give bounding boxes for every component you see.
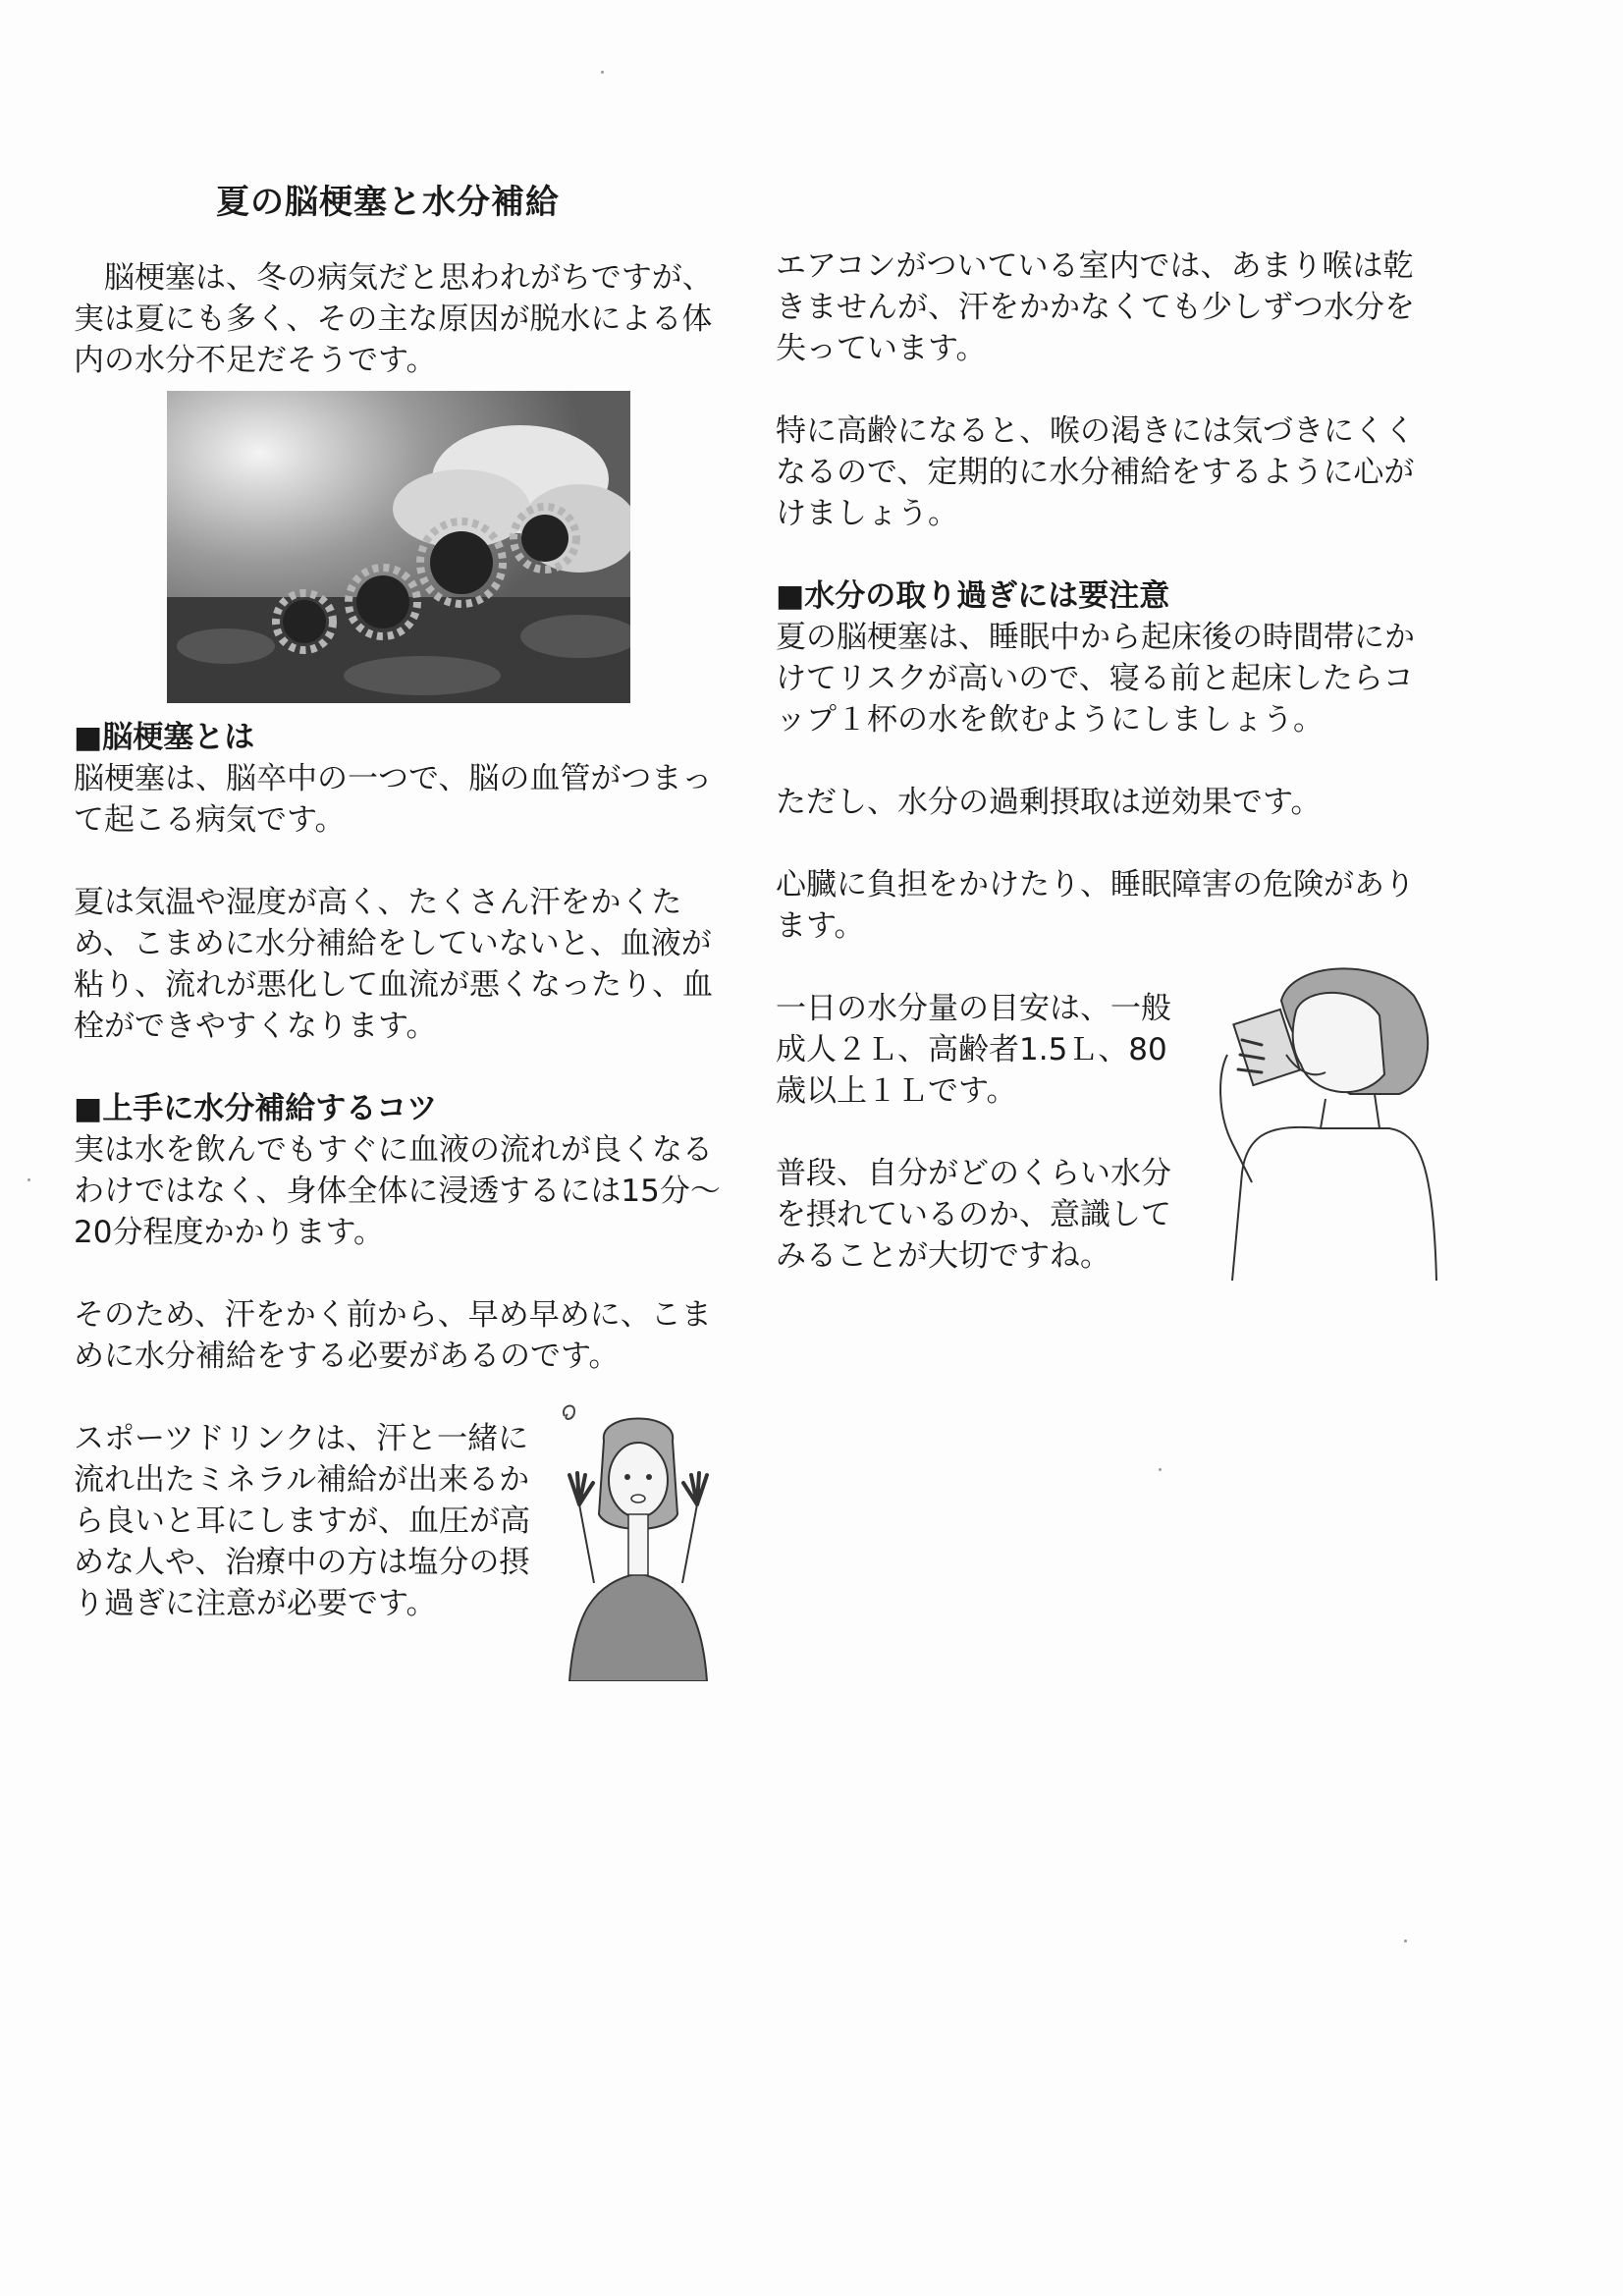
paragraph: 特に高齢になると、喉の渇きには気づきにくくなるので、定期的に水分補給をするように心がけましょう。 — [776, 413, 1415, 531]
paragraph: ただし、水分の過剰摂取は逆効果です。 — [776, 785, 1322, 820]
page-title: 夏の脳梗塞と水分補給 — [216, 183, 560, 222]
sunflower-photo — [167, 391, 630, 703]
paragraph: そのため、汗をかく前から、早め早めに、こまめに水分補給をする必要があるのです。 — [74, 1297, 712, 1374]
woman-illustration — [550, 1396, 727, 1681]
paragraph: エアコンがついている室内では、あまり喉は乾きませんが、汗をかかなくても少しずつ水分を失っています。 — [776, 248, 1415, 366]
right-column — [776, 246, 1443, 1281]
paragraph: スポーツドリンクは、汗と一緒に流れ出たミネラル補給が出来るから良いと耳にしますが、血圧が高めな人や、治療中の方は塩分の摂り過ぎに注意が必要です。 — [74, 1421, 530, 1621]
section-heading: ■脳梗塞とは — [74, 720, 255, 755]
paragraph: 心臓に負担をかけたり、睡眠障害の危険があります。 — [776, 867, 1415, 944]
paragraph: 実は水を飲んでもすぐに血液の流れが良くなるわけではなく、身体全体に浸透するには15分～20分程度かかります。 — [74, 1132, 721, 1250]
left-column — [74, 257, 727, 1681]
intro-paragraph: 脳梗塞は、冬の病気だと思われがちですが、実は夏にも多く、その主な原因が脱水による体内の水分不足だそうです。 — [74, 260, 713, 378]
paragraph: 一日の水分量の目安は、一般成人２Ｌ、高齢者1.5Ｌ、80歳以上１Ｌです。 — [776, 991, 1171, 1109]
man-drinking-illustration — [1203, 957, 1443, 1281]
section-heading: ■水分の取り過ぎには要注意 — [776, 578, 1170, 614]
paragraph: 普段、自分がどのくらい水分を摂れているのか、意識してみることが大切ですね。 — [776, 1156, 1171, 1274]
section-heading: ■上手に水分補給するコツ — [74, 1091, 438, 1126]
paragraph: 脳梗塞は、脳卒中の一つで、脳の血管がつまって起こる病気です。 — [74, 761, 713, 838]
paragraph: 夏の脳梗塞は、睡眠中から起床後の時間帯にかけてリスクが高いので、寝る前と起床したらコップ１杯の水を飲むようにしましょう。 — [776, 620, 1415, 738]
paragraph: 夏は気温や湿度が高く、たくさん汗をかくため、こまめに水分補給をしていないと、血液が粘り、流れが悪化して血流が悪くなったり、血栓ができやすくなります。 — [74, 885, 713, 1044]
